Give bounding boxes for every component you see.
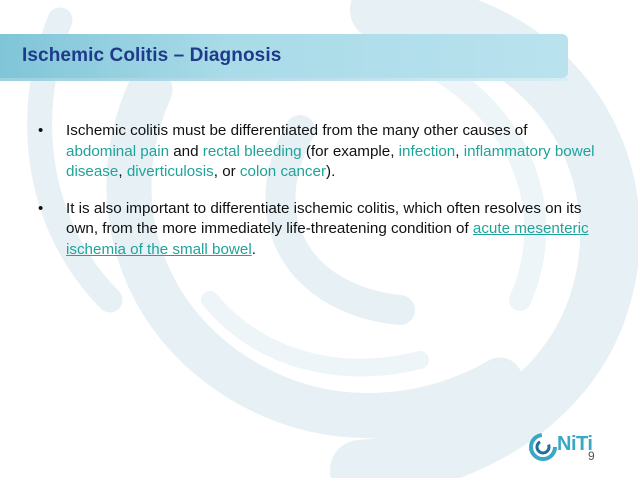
bullet-dot: • <box>38 199 44 217</box>
logo-text: NiTi <box>557 433 593 455</box>
term-diverticulosis: diverticulosis <box>126 163 214 180</box>
text-segment: . <box>251 240 256 258</box>
bullet-item <box>38 121 598 183</box>
link-acute-mesenteric-ischemia[interactable]: acute mesenteric ischemia of the small bowel <box>66 220 589 258</box>
slide-title: Ischemic Colitis – Diagnosis <box>22 45 282 66</box>
term-abdominal-pain: abdominal pain <box>66 142 170 160</box>
text-segment: , or <box>213 163 240 180</box>
bullet-list <box>38 121 598 276</box>
term-infection: infection <box>398 142 456 160</box>
bullet-dot: • <box>38 122 44 139</box>
term-inflammatory-bowel-disease: inflammatory bowel disease <box>66 142 595 180</box>
bullet-text <box>66 122 595 180</box>
text-segment: It is also important to differentiate ischemic colitis, which often resolves on its own, from the more immediately life-threatening condition of <box>66 199 582 237</box>
term-colon-cancer: colon cancer <box>239 163 327 180</box>
text-segment: , <box>118 163 127 180</box>
page-number: 9 <box>588 449 595 463</box>
bullet-item <box>38 199 598 261</box>
text-segment: , <box>455 142 464 160</box>
text-segment: Ischemic colitis must be differentiated from the many other causes of <box>66 122 528 139</box>
term-rectal-bleeding: rectal bleeding <box>202 142 302 160</box>
text-segment: (for example, <box>301 142 399 160</box>
bullet-text <box>66 200 589 258</box>
text-segment: and <box>169 142 203 160</box>
text-segment: ). <box>326 163 336 180</box>
